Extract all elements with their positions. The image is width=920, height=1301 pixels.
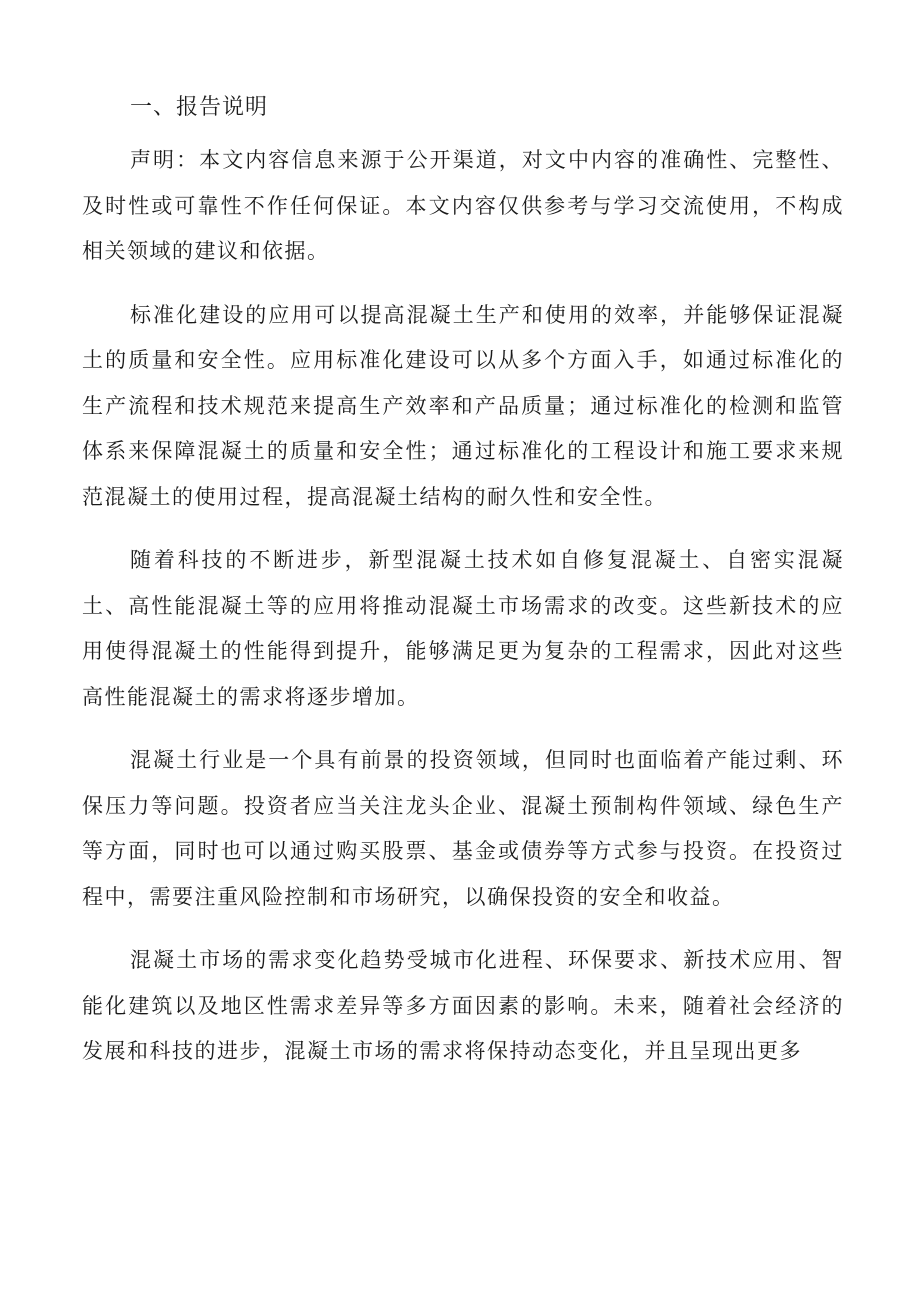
document-body <box>82 86 844 1093</box>
investment-paragraph: 混凝土行业是一个具有前景的投资领域，但同时也面临着产能过剩、环保压力等问题。投资者应当关注龙头企业、混凝土预制构件领域、绿色生产等方面，同时也可以通过购买股票、基金或债券等方式参与投资。在投资过程中，需要注重风险控制和市场研究，以确保投资的安全和收益。 <box>82 748 844 909</box>
section-heading: 一、报告说明 <box>130 95 269 120</box>
demand-trend-paragraph: 混凝土市场的需求变化趋势受城市化进程、环保要求、新技术应用、智能化建筑以及地区性需求差异等多方面因素的影响。未来，随着社会经济的发展和科技的进步，混凝土市场的需求将保持动态变化，并且呈现出更多 <box>82 948 844 1063</box>
technology-paragraph: 随着科技的不断进步，新型混凝土技术如自修复混凝土、自密实混凝土、高性能混凝土等的应用将推动混凝土市场需求的改变。这些新技术的应用使得混凝土的性能得到提升，能够满足更为复杂的工程需求，因此对这些高性能混凝土的需求将逐步增加。 <box>82 548 844 709</box>
standardization-paragraph: 标准化建设的应用可以提高混凝土生产和使用的效率，并能够保证混凝土的质量和安全性。应用标准化建设可以从多个方面入手，如通过标准化的生产流程和技术规范来提高生产效率和产品质量；通过标准化的检测和监管体系来保障混凝土的质量和安全性；通过标准化的工程设计和施工要求来规范混凝土的使用过程，提高混凝土结构的耐久性和安全性。 <box>82 302 844 509</box>
disclaimer-paragraph: 声明：本文内容信息来源于公开渠道，对文中内容的准确性、完整性、及时性或可靠性不作任何保证。本文内容仅供参考与学习交流使用，不构成相关领域的建议和依据。 <box>82 148 844 263</box>
